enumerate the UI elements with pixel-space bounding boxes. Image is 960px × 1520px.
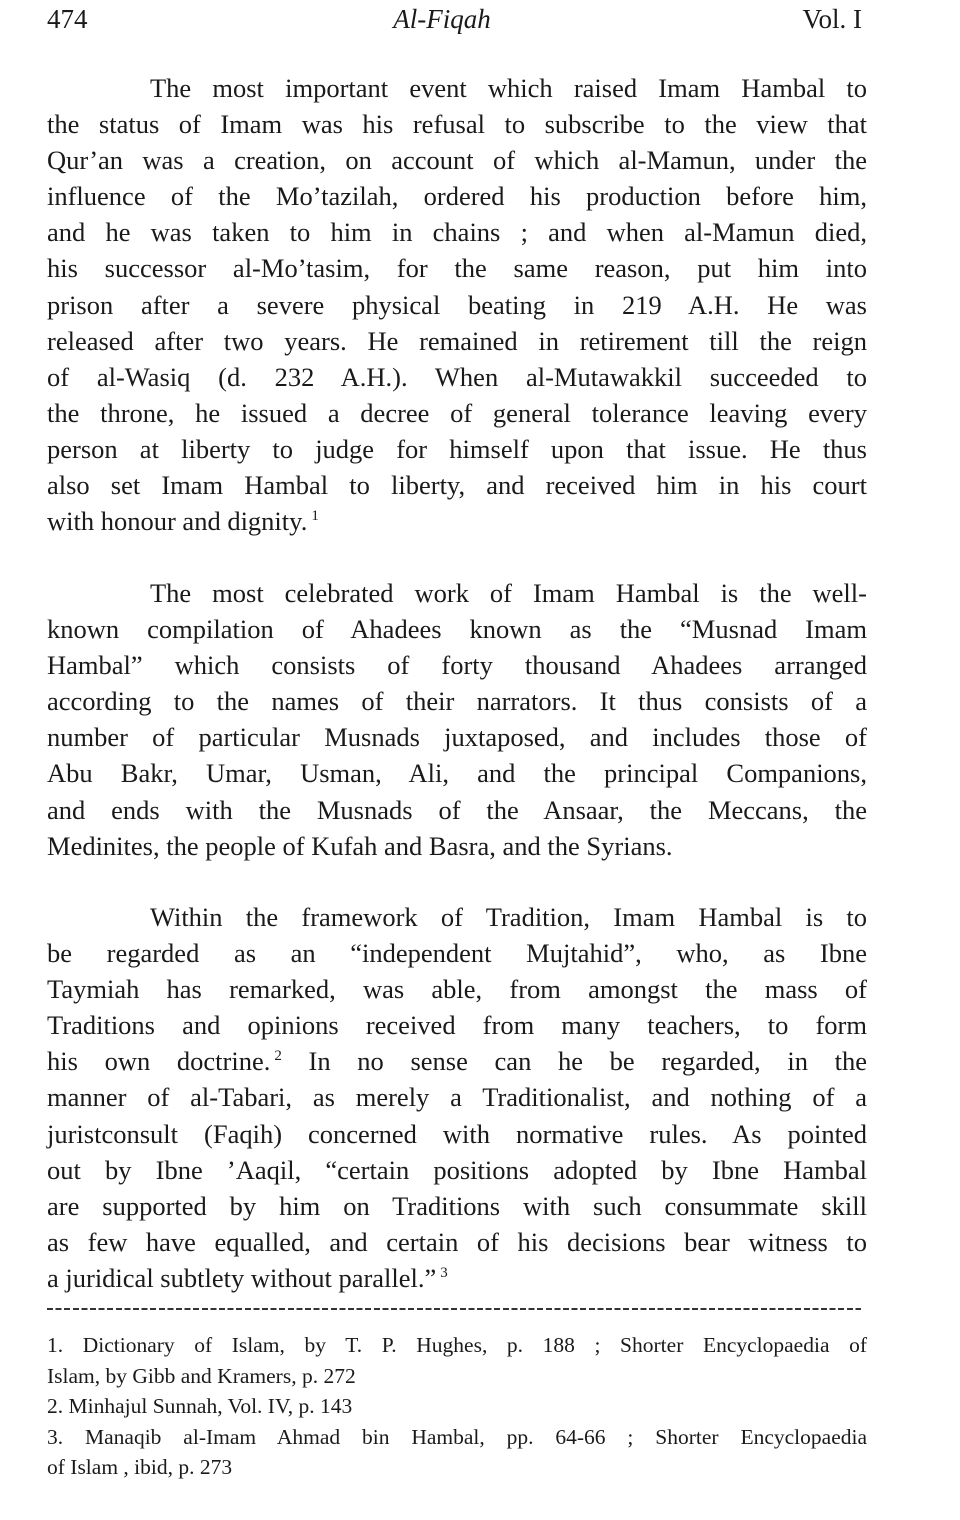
page-number: 474 (47, 4, 88, 34)
text-line (47, 1188, 867, 1224)
footnote-1-line: Islam, by Gibb and Kramers, p. 272 (47, 1363, 356, 1388)
text-line (47, 899, 867, 935)
text-line (47, 1116, 867, 1152)
line-text: of al-Wasiq (d. 232 A.H.). When al-Mutawakkil succeeded to (47, 361, 867, 392)
text-line (47, 1224, 867, 1260)
text-line (47, 395, 867, 431)
line-text: out by Ibne ’Aaqil, “certain positions adopted by Ibne Hambal (47, 1154, 867, 1185)
text-line (47, 178, 867, 214)
text-line (47, 1043, 867, 1079)
text-line (47, 467, 867, 503)
line-text: a juridical subtlety without parallel.” (47, 1262, 437, 1293)
line-text: also set Imam Hambal to liberty, and received him in his court (47, 470, 867, 501)
footnote-1-line: 1. Dictionary of Islam, by T. P. Hughes, p. 188 ; Shorter Encyclopaedia of (47, 1333, 867, 1357)
footnotes (47, 1330, 867, 1483)
footnote-3-line: 3. Manaqib al-Imam Ahmad bin Hambal, pp. 64-66 ; Shorter Encyclopaedia (47, 1424, 867, 1449)
text-line (47, 1152, 867, 1188)
text-line (47, 1007, 867, 1043)
line-text: The most important event which raised Imam Hambal to (150, 73, 867, 103)
text-line (47, 755, 867, 791)
line-text: are supported by him on Traditions with such consummate skill (47, 1190, 867, 1221)
footnote-ref[interactable]: 1 (311, 508, 319, 525)
text-line (47, 503, 867, 539)
text-line (47, 935, 867, 971)
text-line (47, 1079, 867, 1115)
paragraph-3 (47, 899, 867, 1296)
line-text: Traditions and opinions received from many teachers, to form (47, 1010, 867, 1041)
line-text: number of particular Musnads juxtaposed, and includes those of (47, 722, 867, 753)
footnote-ref[interactable]: 3 (440, 1264, 448, 1281)
text-line (47, 719, 867, 755)
text-line (47, 359, 867, 395)
text-line (47, 214, 867, 250)
line-text: The most celebrated work of Imam Hambal is the well- (150, 578, 867, 608)
paragraph-1 (47, 70, 867, 539)
line-text: Hambal” which consists of forty thousand Ahadees arranged (47, 650, 867, 681)
line-text: influence of the Mo’tazilah, ordered his production before him, (47, 181, 867, 212)
line-text: juristconsult (Faqih) concerned with normative rules. As pointed (47, 1118, 867, 1149)
line-text: person at liberty to judge for himself upon that issue. He thus (47, 433, 867, 464)
text-line (47, 106, 867, 142)
footnote-ref[interactable]: 2 (274, 1048, 282, 1065)
line-text: Taymiah has remarked, was able, from amongst the mass of (47, 974, 867, 1005)
volume-label: Vol. I (802, 4, 862, 34)
text-line (47, 431, 867, 467)
line-text: his own doctrine. (47, 1046, 271, 1077)
text-line (47, 323, 867, 359)
line-text: his successor al-Mo’tasim, for the same reason, put him into (47, 253, 867, 284)
text-line (47, 70, 867, 106)
running-title: Al-Fiqah (393, 4, 491, 34)
text-line (47, 250, 867, 286)
line-text: as few have equalled, and certain of his decisions bear witness to (47, 1226, 867, 1257)
text-line (47, 647, 867, 683)
footnote-separator (47, 1308, 861, 1310)
line-text: the status of Imam was his refusal to subscribe to the view that (47, 109, 867, 140)
text-line (47, 611, 867, 647)
line-text: Within the framework of Tradition, Imam Hambal is to (150, 902, 867, 932)
line-text: Medinites, the people of Kufah and Basra, and the Syrians. (47, 830, 673, 861)
line-text-continued: In no sense can he be regarded, in the (308, 1046, 868, 1077)
line-text: and he was taken to him in chains ; and when al-Mamun died, (47, 217, 867, 248)
text-line (47, 142, 867, 178)
text-line (47, 575, 867, 611)
line-text: the throne, he issued a decree of general tolerance leaving every (47, 397, 867, 428)
text-line (47, 971, 867, 1007)
text-line (47, 792, 867, 828)
line-text: manner of al-Tabari, as merely a Traditionalist, and nothing of a (47, 1082, 867, 1113)
text-line (47, 683, 867, 719)
line-text: and ends with the Musnads of the Ansaar, the Meccans, the (47, 794, 867, 825)
line-text: Abu Bakr, Umar, Usman, Ali, and the principal Companions, (47, 758, 867, 789)
text-line (47, 828, 867, 864)
text-line (47, 287, 867, 323)
line-text: prison after a severe physical beating in 219 A.H. He was (47, 289, 867, 320)
line-text: known compilation of Ahadees known as the “Musnad Imam (47, 614, 867, 645)
line-text: according to the names of their narrators. It thus consists of a (47, 686, 867, 717)
text-line (47, 1260, 867, 1296)
paragraph-2 (47, 575, 867, 864)
line-text: be regarded as an “independent Mujtahid”, who, as Ibne (47, 938, 867, 969)
line-text: with honour and dignity. (47, 506, 308, 537)
footnote-2-line: 2. Minhajul Sunnah, Vol. IV, p. 143 (47, 1394, 353, 1418)
line-text: released after two years. He remained in retirement till the reign (47, 325, 867, 356)
footnote-3-line: of Islam , ibid, p. 273 (47, 1455, 233, 1479)
line-text: Qur’an was a creation, on account of which al-Mamun, under the (47, 145, 867, 176)
